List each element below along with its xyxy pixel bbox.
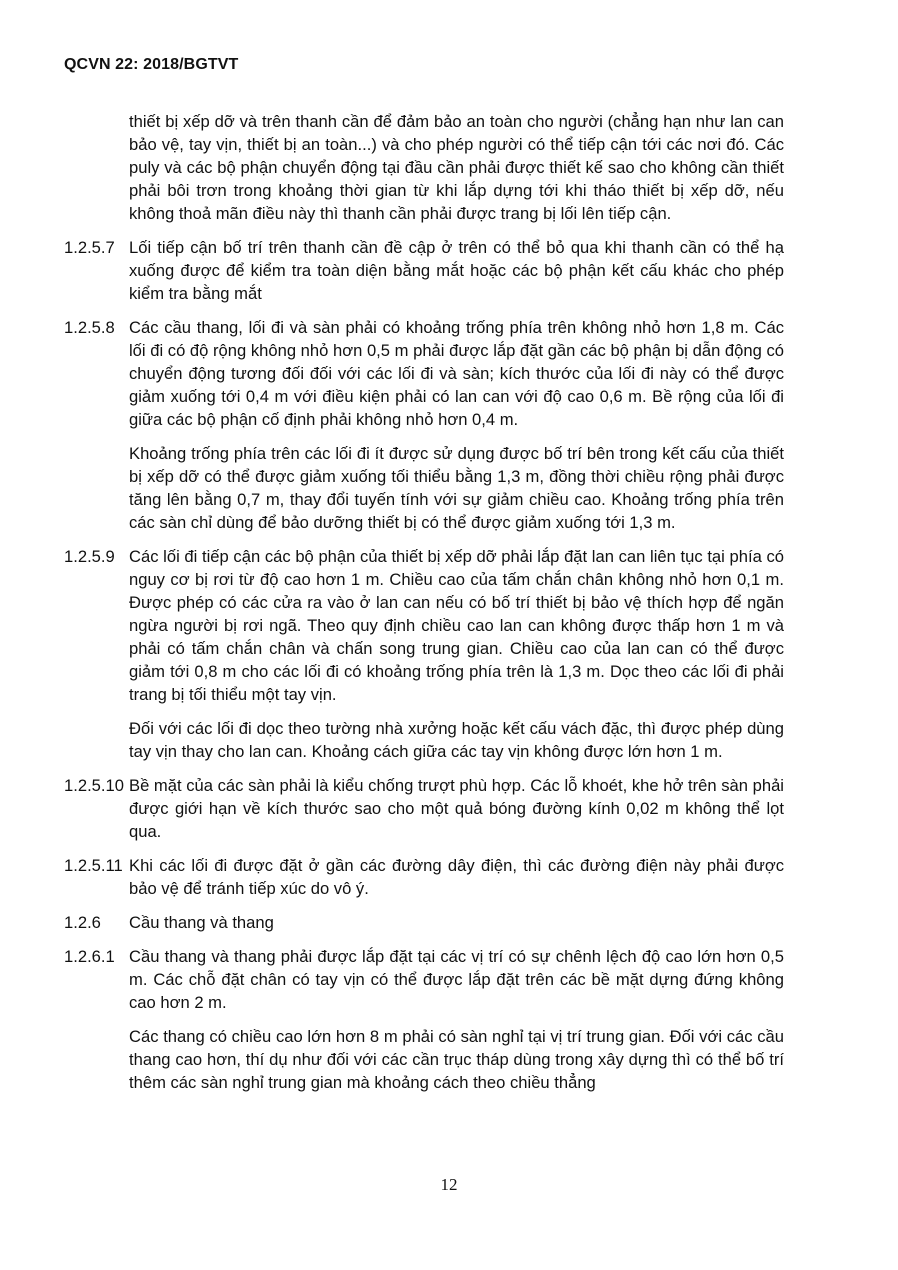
paragraph-text: Khoảng trống phía trên các lối đi ít được sử dụng được bố trí bên trong kết cấu của thiết bị xếp dỡ có thể được giảm xuống tối thiểu bằng 1,3 m, đồng thời chiều rộng phải được tăng lên bằng 0,7 m, thay đổi tuyến tính với sự giảm chiều cao. Khoảng trống phía trên các sàn chỉ dùng để bảo dưỡng thiết bị có thể được giảm xuống tới 1,3 m. — [129, 444, 784, 532]
paragraph-text: Cầu thang và thang phải được lắp đặt tại các vị trí có sự chênh lệch độ cao lớn hơn 0,5 m. Các chỗ đặt chân có tay vịn có thể được lắp đặt trên các bề mặt dựng đứng không cao hơn 2 m. — [129, 947, 784, 1012]
paragraph-text: thiết bị xếp dỡ và trên thanh cần để đảm bảo an toàn cho người (chẳng hạn như lan can bảo vệ, tay vịn, thiết bị an toàn...) và cho phép người có thể tiếp cận tới các nơi đó. Các puly và các bộ phận chuyển động tại đầu cần phải được thiết kế sao cho không cần thiết phải bôi trơn trong khoảng thời gian từ khi lắp dựng tới khi tháo thiết bị xếp dỡ, nếu không thoả mãn điều này thì thanh cần phải được trang bị lối lên tiếp cận. — [129, 112, 784, 223]
paragraph-text: Các thang có chiều cao lớn hơn 8 m phải có sàn nghỉ tại vị trí trung gian. Đối với các cầu thang cao hơn, thí dụ như đối với các cần trục tháp dùng trong xây dựng thì có thể bố trí thêm các sàn nghỉ trung gian mà khoảng cách theo chiều thẳng — [129, 1027, 784, 1092]
paragraph-number: 1.2.5.11 — [64, 856, 123, 875]
paragraph-1-2-5-7 — [64, 236, 784, 305]
paragraph-text: Bề mặt của các sàn phải là kiểu chống trượt phù hợp. Các lỗ khoét, khe hở trên sàn phải được giới hạn về kích thước sao cho một quả bóng đường kính 0,02 m không thể lọt qua. — [129, 776, 784, 841]
paragraph-text: Các cầu thang, lối đi và sàn phải có khoảng trống phía trên không nhỏ hơn 1,8 m. Các lối đi có độ rộng không nhỏ hơn 0,5 m phải được lắp đặt gần các bộ phận bị dẫn động có chuyển động tương đối đối với các lối đi và sàn; kích thước của lối đi này có thể được giảm xuống tới 0,4 m với điều kiện phải có lan can với độ cao 0,6 m. Bề rộng của lối đi giữa các bộ phận cố định phải không nhỏ hơn 0,4 m. — [129, 318, 784, 429]
paragraph-number: 1.2.5.10 — [64, 776, 124, 795]
section-heading-1-2-6 — [64, 911, 784, 934]
paragraph-number: 1.2.5.9 — [64, 547, 115, 566]
paragraph-1-2-5-8 — [64, 316, 784, 431]
paragraph-text: Các lối đi tiếp cận các bộ phận của thiết bị xếp dỡ phải lắp đặt lan can liên tục tại phía có nguy cơ bị rơi từ độ cao hơn 1 m. Chiều cao của tấm chắn chân không nhỏ hơn 0,1 m. Được phép có các cửa ra vào ở lan can nếu có bố trí thiết bị bảo vệ thích hợp để ngăn ngừa người bị rơi ngã. Theo quy định chiều cao lan can không được thấp hơn 1 m và phải có tấm chắn chân và chấn song trung gian. Chiều cao của lan can có thể được giảm tới 0,8 m cho các lối đi có khoảng trống phía trên là 1,3 m. Dọc theo các lối đi phải trang bị tối thiểu một tay vịn. — [129, 547, 784, 704]
paragraph-1-2-5-8-cont — [64, 442, 784, 534]
section-title: Cầu thang và thang — [129, 913, 274, 932]
document-body — [64, 110, 784, 1105]
paragraph-number: 1.2.6.1 — [64, 947, 115, 966]
paragraph-text: Đối với các lối đi dọc theo tường nhà xưởng hoặc kết cấu vách đặc, thì được phép dùng tay vịn thay cho lan can. Khoảng cách giữa các tay vịn không được lớn hơn 1 m. — [129, 719, 784, 761]
paragraph-1-2-6-1-cont — [64, 1025, 784, 1094]
page-number: 12 — [440, 1175, 458, 1194]
paragraph-text: Khi các lối đi được đặt ở gần các đường dây điện, thì các đường điện này phải được bảo vệ để tránh tiếp xúc do vô ý. — [129, 856, 784, 898]
paragraph-1-2-5-11 — [64, 854, 784, 900]
paragraph-1-2-6-1 — [64, 945, 784, 1014]
paragraph-continuation — [64, 110, 784, 225]
paragraph-1-2-5-10 — [64, 774, 784, 843]
paragraph-number: 1.2.5.7 — [64, 238, 115, 257]
paragraph-number: 1.2.5.8 — [64, 318, 115, 337]
paragraph-1-2-5-9-cont — [64, 717, 784, 763]
section-number: 1.2.6 — [64, 913, 101, 932]
document-code-header: QCVN 22: 2018/BGTVT — [64, 56, 239, 73]
paragraph-text: Lối tiếp cận bố trí trên thanh cần đề cập ở trên có thể bỏ qua khi thanh cần có thể hạ xuống được để kiểm tra toàn diện bằng mắt hoặc các bộ phận kết cấu khác cho phép kiểm tra bằng mắt — [129, 238, 784, 303]
paragraph-1-2-5-9 — [64, 545, 784, 706]
